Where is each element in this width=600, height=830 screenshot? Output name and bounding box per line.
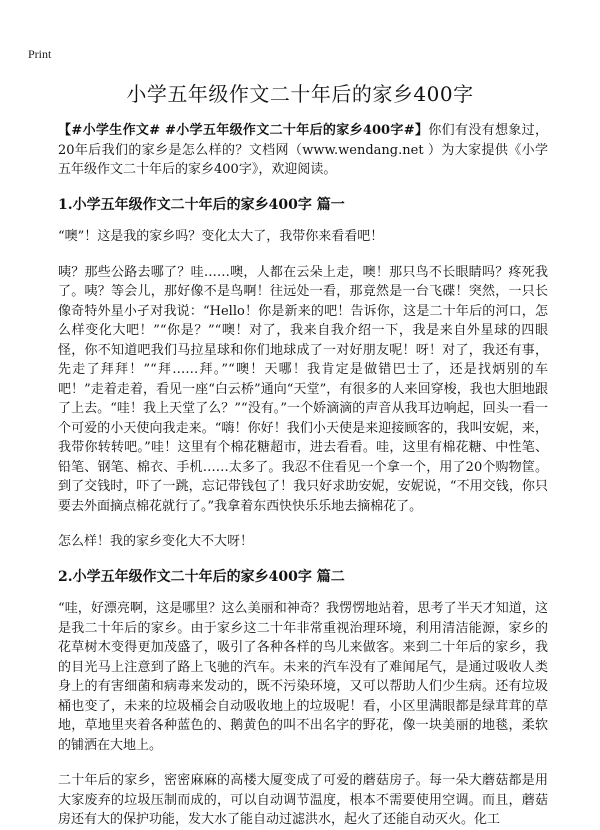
- intro-paragraph: [58, 121, 548, 180]
- section-heading-1: 1.小学五年级作文二十年后的家乡400字 篇一: [58, 196, 345, 213]
- print-link[interactable]: Print: [28, 47, 52, 61]
- paragraph: “哇，好漂亮啊，这是哪里？这么美丽和神奇？我愣愣地站着，思考了半天才知道，这是我二十年后的家乡。由于家乡这二十年非常重视治理环境，利用清洁能源，家乡的花草树木变得更加茂盛了，吸引了各种各样的鸟儿来做客。来到二十年后的家乡，我的目光马上注意到了路上飞驰的汽车。未来的汽车没有了难闻尾气，是通过吸收人类身上的有害细菌和病毒来发动的，既不污染环境，又可以帮助人们少生病。还有垃圾桶也变了，未来的垃圾桶会自动吸收地上的垃圾呢！看，小区里满眼都是绿茸茸的草地，草地里夹着各种蓝色的、鹅黄色的叫不出名字的野花，像一块美丽的地毯，柔软的铺洒在大地上。: [58, 601, 548, 753]
- section-heading-2: 2.小学五年级作文二十年后的家乡400字 篇二: [58, 568, 345, 585]
- paragraph: 咦？那些公路去哪了？哇……噢，人都在云朵上走，噢！那只鸟不长眼睛吗？疼死我了。咦？等会儿，那好像不是鸟啊！往远处一看，那竟然是一台飞碟！突然，一只长像奇特外星小孑对我说：“Hello！你是新来的吧！告诉你，这是二十年后的河口，怎么样变化大吧！”“你是？”“噢！对了，我来自我介绍一下，我是来自外星球的四眼怪，你不知道吧我们马拉星球和你们地球成了一对好朋友呢！呀！对了，我还有事，先走了拜拜！”“拜……拜。”“噢！天哪！我肯定是做错巴士了，还是找炳别的车吧！”走着走着，看见一座“白云桥”通向“天堂”，有很多的人来回穿梭，我也大胆地跟了上去。“哇！我上天堂了么？”“没有。”一个娇滴滴的声音从我耳边响起，回头一看一个可爱的小天使向我走来。“嗨！你好！我们小天使是来迎接顾客的，我叫安妮，来，我带你转转吧。”哇！这里有个棉花糖超市，进去看看。哇，这里有棉花糖、中性笔、铅笔、钢笔、棉衣、手机……太多了。我忍不住看见一个拿一个，用了20个购物筐。到了交钱时，吓了一跳，忘记带钱包了！我只好求助安妮，安妮说，“不用交钱，你只要去外面摘点棉花就行了。”我拿着东西快快乐乐地去摘棉花了。: [58, 264, 548, 514]
- paragraph: 二十年后的家乡，密密麻麻的高楼大厦变成了可爱的蘑菇房子。每一朵大蘑菇都是用大家废弃的垃圾压制而成的，可以自动调节温度，根本不需要使用空调。而且，蘑菇房还有大的保护功能，发大水了能自动过滤洪水，起火了还能自动灭火。化工: [58, 773, 548, 827]
- intro-tag: 【#小学生作文# #小学五年级作文二十年后的家乡400字#】: [58, 123, 429, 138]
- article-body: [58, 121, 548, 830]
- paragraph: “噢”！这是我的家乡吗？变化太大了，我带你来看看吧！: [58, 229, 384, 244]
- page-title: 小学五年级作文二十年后的家乡400字: [126, 82, 474, 106]
- intro-text: 你们有没有想象过，20年后我们的家乡是怎么样的？文档网（www.wendang.net ）为大家提供《小学五年级作文二十年后的家乡400字》，欢迎阅读。: [58, 123, 548, 177]
- paragraph: 怎么样！我的家乡变化大不大呀！: [58, 534, 254, 549]
